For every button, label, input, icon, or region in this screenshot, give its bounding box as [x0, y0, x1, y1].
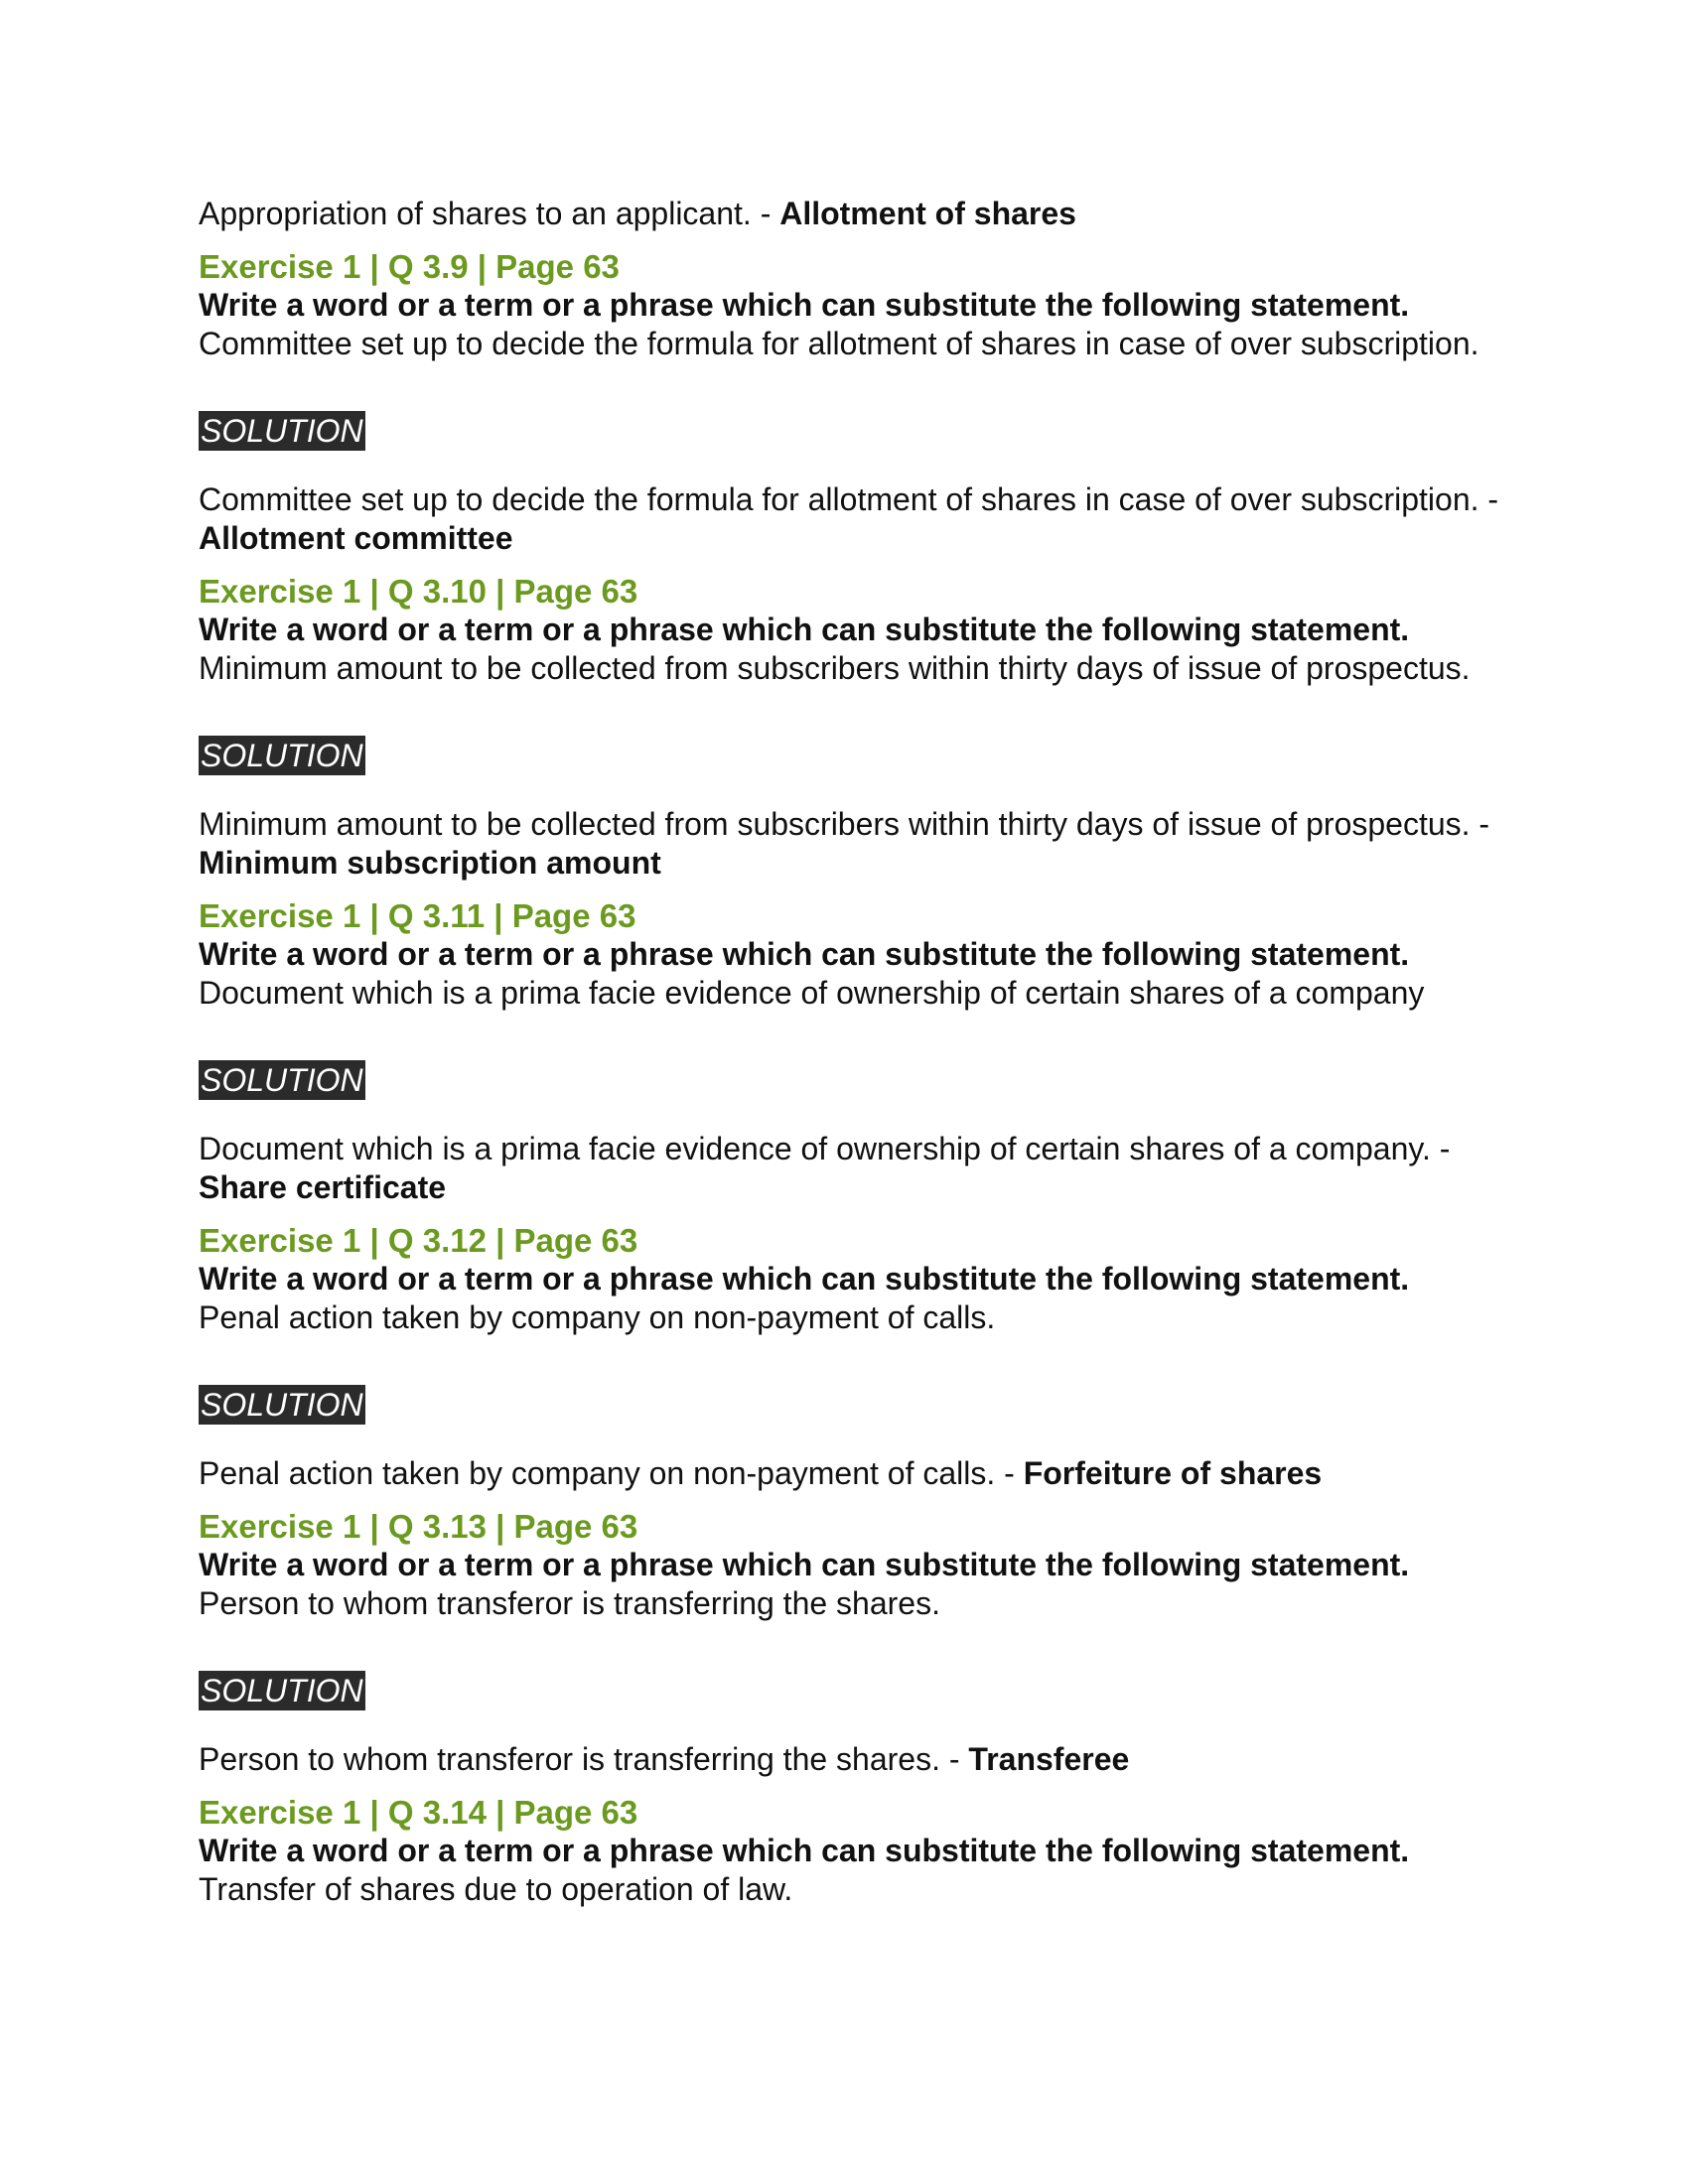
- intro-text: Appropriation of shares to an applicant. -: [199, 196, 780, 231]
- exercise-heading: Exercise 1 | Q 3.12 | Page 63: [199, 1222, 638, 1259]
- question-block: [199, 1221, 1509, 1337]
- question-block: [199, 1793, 1509, 1909]
- solution-line: [199, 805, 1509, 883]
- question-block: [199, 896, 1509, 1013]
- question-text: Transfer of shares due to operation of law.: [199, 1871, 793, 1907]
- instruction-text: Write a word or a term or a phrase which can substitute the following statement.: [199, 1547, 1410, 1582]
- instruction-text: Write a word or a term or a phrase which can substitute the following statement.: [199, 287, 1410, 323]
- solution-text: Person to whom transferor is transferring the shares. -: [199, 1741, 969, 1777]
- solution-badge: SOLUTION: [201, 1387, 363, 1423]
- instruction-text: Write a word or a term or a phrase which can substitute the following statement.: [199, 1261, 1410, 1297]
- solution-line: [199, 480, 1509, 558]
- question-text: Person to whom transferor is transferring the shares.: [199, 1585, 940, 1621]
- solution-answer: Minimum subscription amount: [199, 845, 661, 881]
- question-text: Document which is a prima facie evidence of ownership of certain shares of a company: [199, 975, 1425, 1011]
- question-block: [199, 247, 1509, 363]
- solution-answer: Forfeiture of shares: [1023, 1455, 1323, 1491]
- solution-badge: SOLUTION: [201, 413, 363, 449]
- solution-answer: Share certificate: [199, 1169, 447, 1205]
- solution-text: Minimum amount to be collected from subscribers within thirty days of issue of prospectus. -: [199, 806, 1490, 842]
- exercise-heading: Exercise 1 | Q 3.11 | Page 63: [199, 897, 636, 934]
- solution-text: Penal action taken by company on non-payment of calls. -: [199, 1455, 1024, 1491]
- instruction-text: Write a word or a term or a phrase which can substitute the following statement.: [199, 1833, 1410, 1868]
- exercise-heading: Exercise 1 | Q 3.14 | Page 63: [199, 1794, 638, 1831]
- intro-answer-line: [199, 195, 1509, 233]
- question-text: Committee set up to decide the formula for allotment of shares in case of over subscription.: [199, 326, 1479, 361]
- solution-line: [199, 1740, 1509, 1779]
- document-page: [199, 195, 1509, 1909]
- exercise-heading: Exercise 1 | Q 3.9 | Page 63: [199, 248, 620, 285]
- question-text: Penal action taken by company on non-payment of calls.: [199, 1299, 996, 1335]
- solution-line: [199, 1454, 1509, 1493]
- solution-answer: Transferee: [968, 1741, 1130, 1777]
- exercise-heading: Exercise 1 | Q 3.10 | Page 63: [199, 573, 638, 610]
- solution-line: [199, 1130, 1509, 1207]
- solution-answer: Allotment committee: [199, 520, 513, 556]
- solution-badge: SOLUTION: [201, 1673, 363, 1708]
- question-block: [199, 1507, 1509, 1623]
- instruction-text: Write a word or a term or a phrase which can substitute the following statement.: [199, 612, 1410, 647]
- solution-text: Committee set up to decide the formula for allotment of shares in case of over subscription. -: [199, 481, 1499, 517]
- question-text: Minimum amount to be collected from subscribers within thirty days of issue of prospectus.: [199, 650, 1471, 686]
- exercise-heading: Exercise 1 | Q 3.13 | Page 63: [199, 1508, 638, 1545]
- intro-answer: Allotment of shares: [779, 196, 1076, 231]
- question-block: [199, 572, 1509, 688]
- solution-text: Document which is a prima facie evidence of ownership of certain shares of a company. -: [199, 1131, 1451, 1166]
- solution-badge: SOLUTION: [201, 738, 363, 773]
- solution-badge: SOLUTION: [201, 1062, 363, 1098]
- instruction-text: Write a word or a term or a phrase which can substitute the following statement.: [199, 936, 1410, 972]
